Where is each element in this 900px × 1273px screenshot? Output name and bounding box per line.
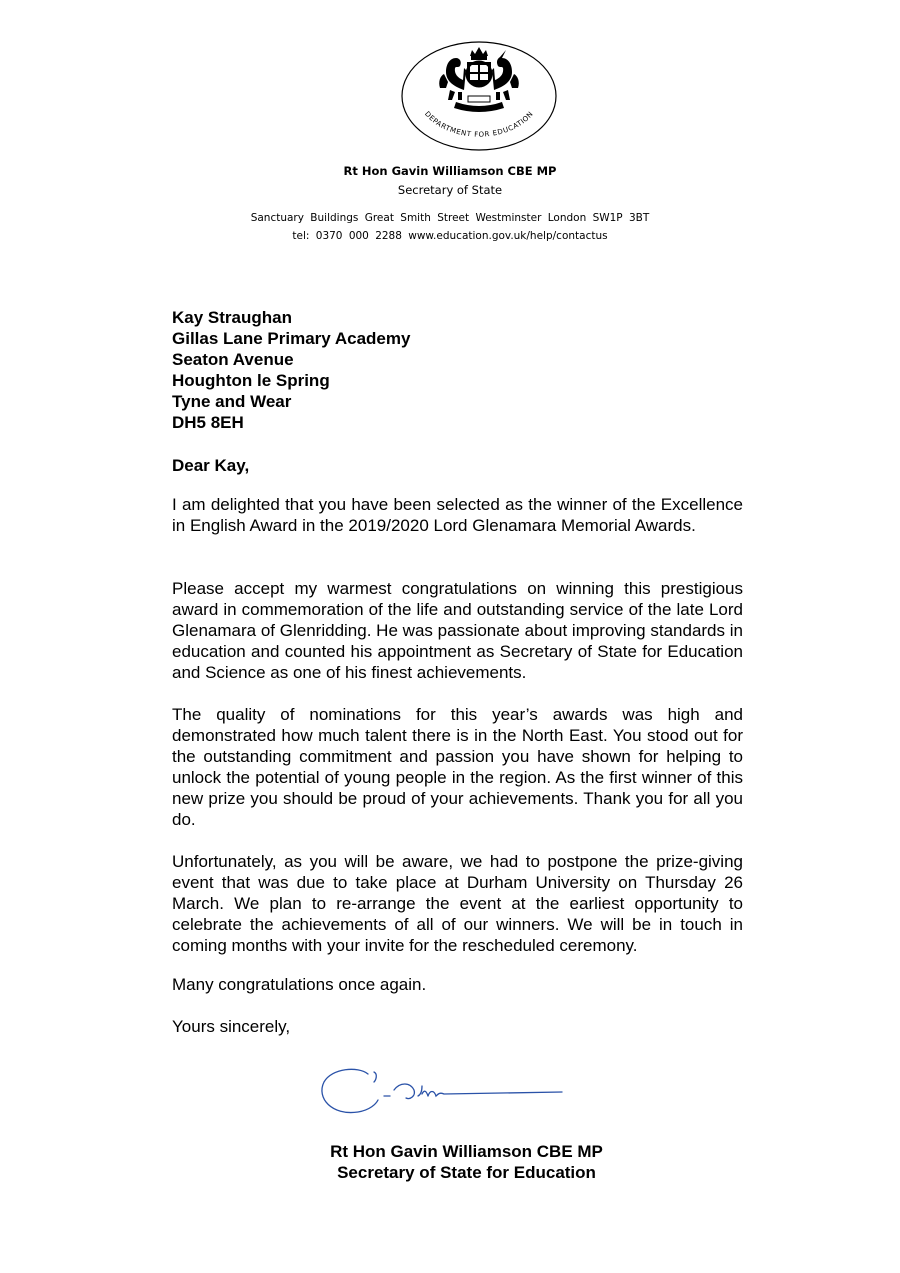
recipient-street: Seaton Avenue bbox=[172, 350, 294, 369]
minister-name: Rt Hon Gavin Williamson CBE MP bbox=[343, 164, 557, 178]
valediction: Yours sincerely, bbox=[172, 1017, 291, 1036]
royal-coat-of-arms-icon bbox=[400, 40, 558, 152]
handwritten-signature bbox=[318, 1060, 568, 1122]
contact-details: tel: 0370 000 2288 www.education.gov.uk/help/contactus bbox=[292, 230, 608, 242]
recipient-county: Tyne and Wear bbox=[172, 392, 292, 411]
recipient-postcode: DH5 8EH bbox=[172, 413, 244, 432]
signatory-name: Rt Hon Gavin Williamson CBE MP bbox=[330, 1142, 603, 1161]
recipient-school: Gillas Lane Primary Academy bbox=[172, 329, 411, 348]
paragraph-congratulations: Please accept my warmest congratulations on winning this prestigious award in commemoration of the life and outstanding service of the late Lord Glenamara of Glenridding. He was passionate about improving standards in education and counted his appointment as Secretary of State for Education and Science as one of his finest achievements. bbox=[172, 579, 743, 682]
paragraph-closing: Many congratulations once again. bbox=[172, 975, 427, 994]
recipient-town: Houghton le Spring bbox=[172, 371, 330, 390]
minister-title: Secretary of State bbox=[397, 183, 503, 197]
paragraph-nominations: The quality of nominations for this year’s awards was high and demonstrated how much talent there is in the North East. You stood out for the outstanding commitment and passion you have shown for helping to unlock the potential of young people in the region. As the first winner of this new prize you should be proud of your achievements. Thank you for all you do. bbox=[172, 705, 743, 829]
paragraph-award: I am delighted that you have been selected as the winner of the Excellence in English Award in the 2019/2020 Lord Glenamara Memorial Awards. bbox=[172, 495, 743, 535]
svg-text:DEPARTMENT FOR EDUCATION: DEPARTMENT FOR EDUCATION bbox=[423, 109, 535, 139]
salutation: Dear Kay, bbox=[172, 456, 250, 475]
recipient-address bbox=[172, 307, 410, 433]
department-for-education-logo bbox=[400, 40, 558, 152]
postal-address: Sanctuary Buildings Great Smith Street Westminster London SW1P 3BT bbox=[250, 212, 650, 224]
paragraph-postponement: Unfortunately, as you will be aware, we had to postpone the prize-giving event that was due to take place at Durham University on Thursday 26 March. We plan to re-arrange the event at the earliest opportunity to celebrate the achievements of all of our winners. We will be in touch in coming months with your invite for the rescheduled ceremony. bbox=[172, 852, 743, 955]
signature-icon bbox=[318, 1060, 568, 1122]
signatory-role: Secretary of State for Education bbox=[337, 1163, 596, 1182]
recipient-name: Kay Straughan bbox=[172, 308, 292, 327]
